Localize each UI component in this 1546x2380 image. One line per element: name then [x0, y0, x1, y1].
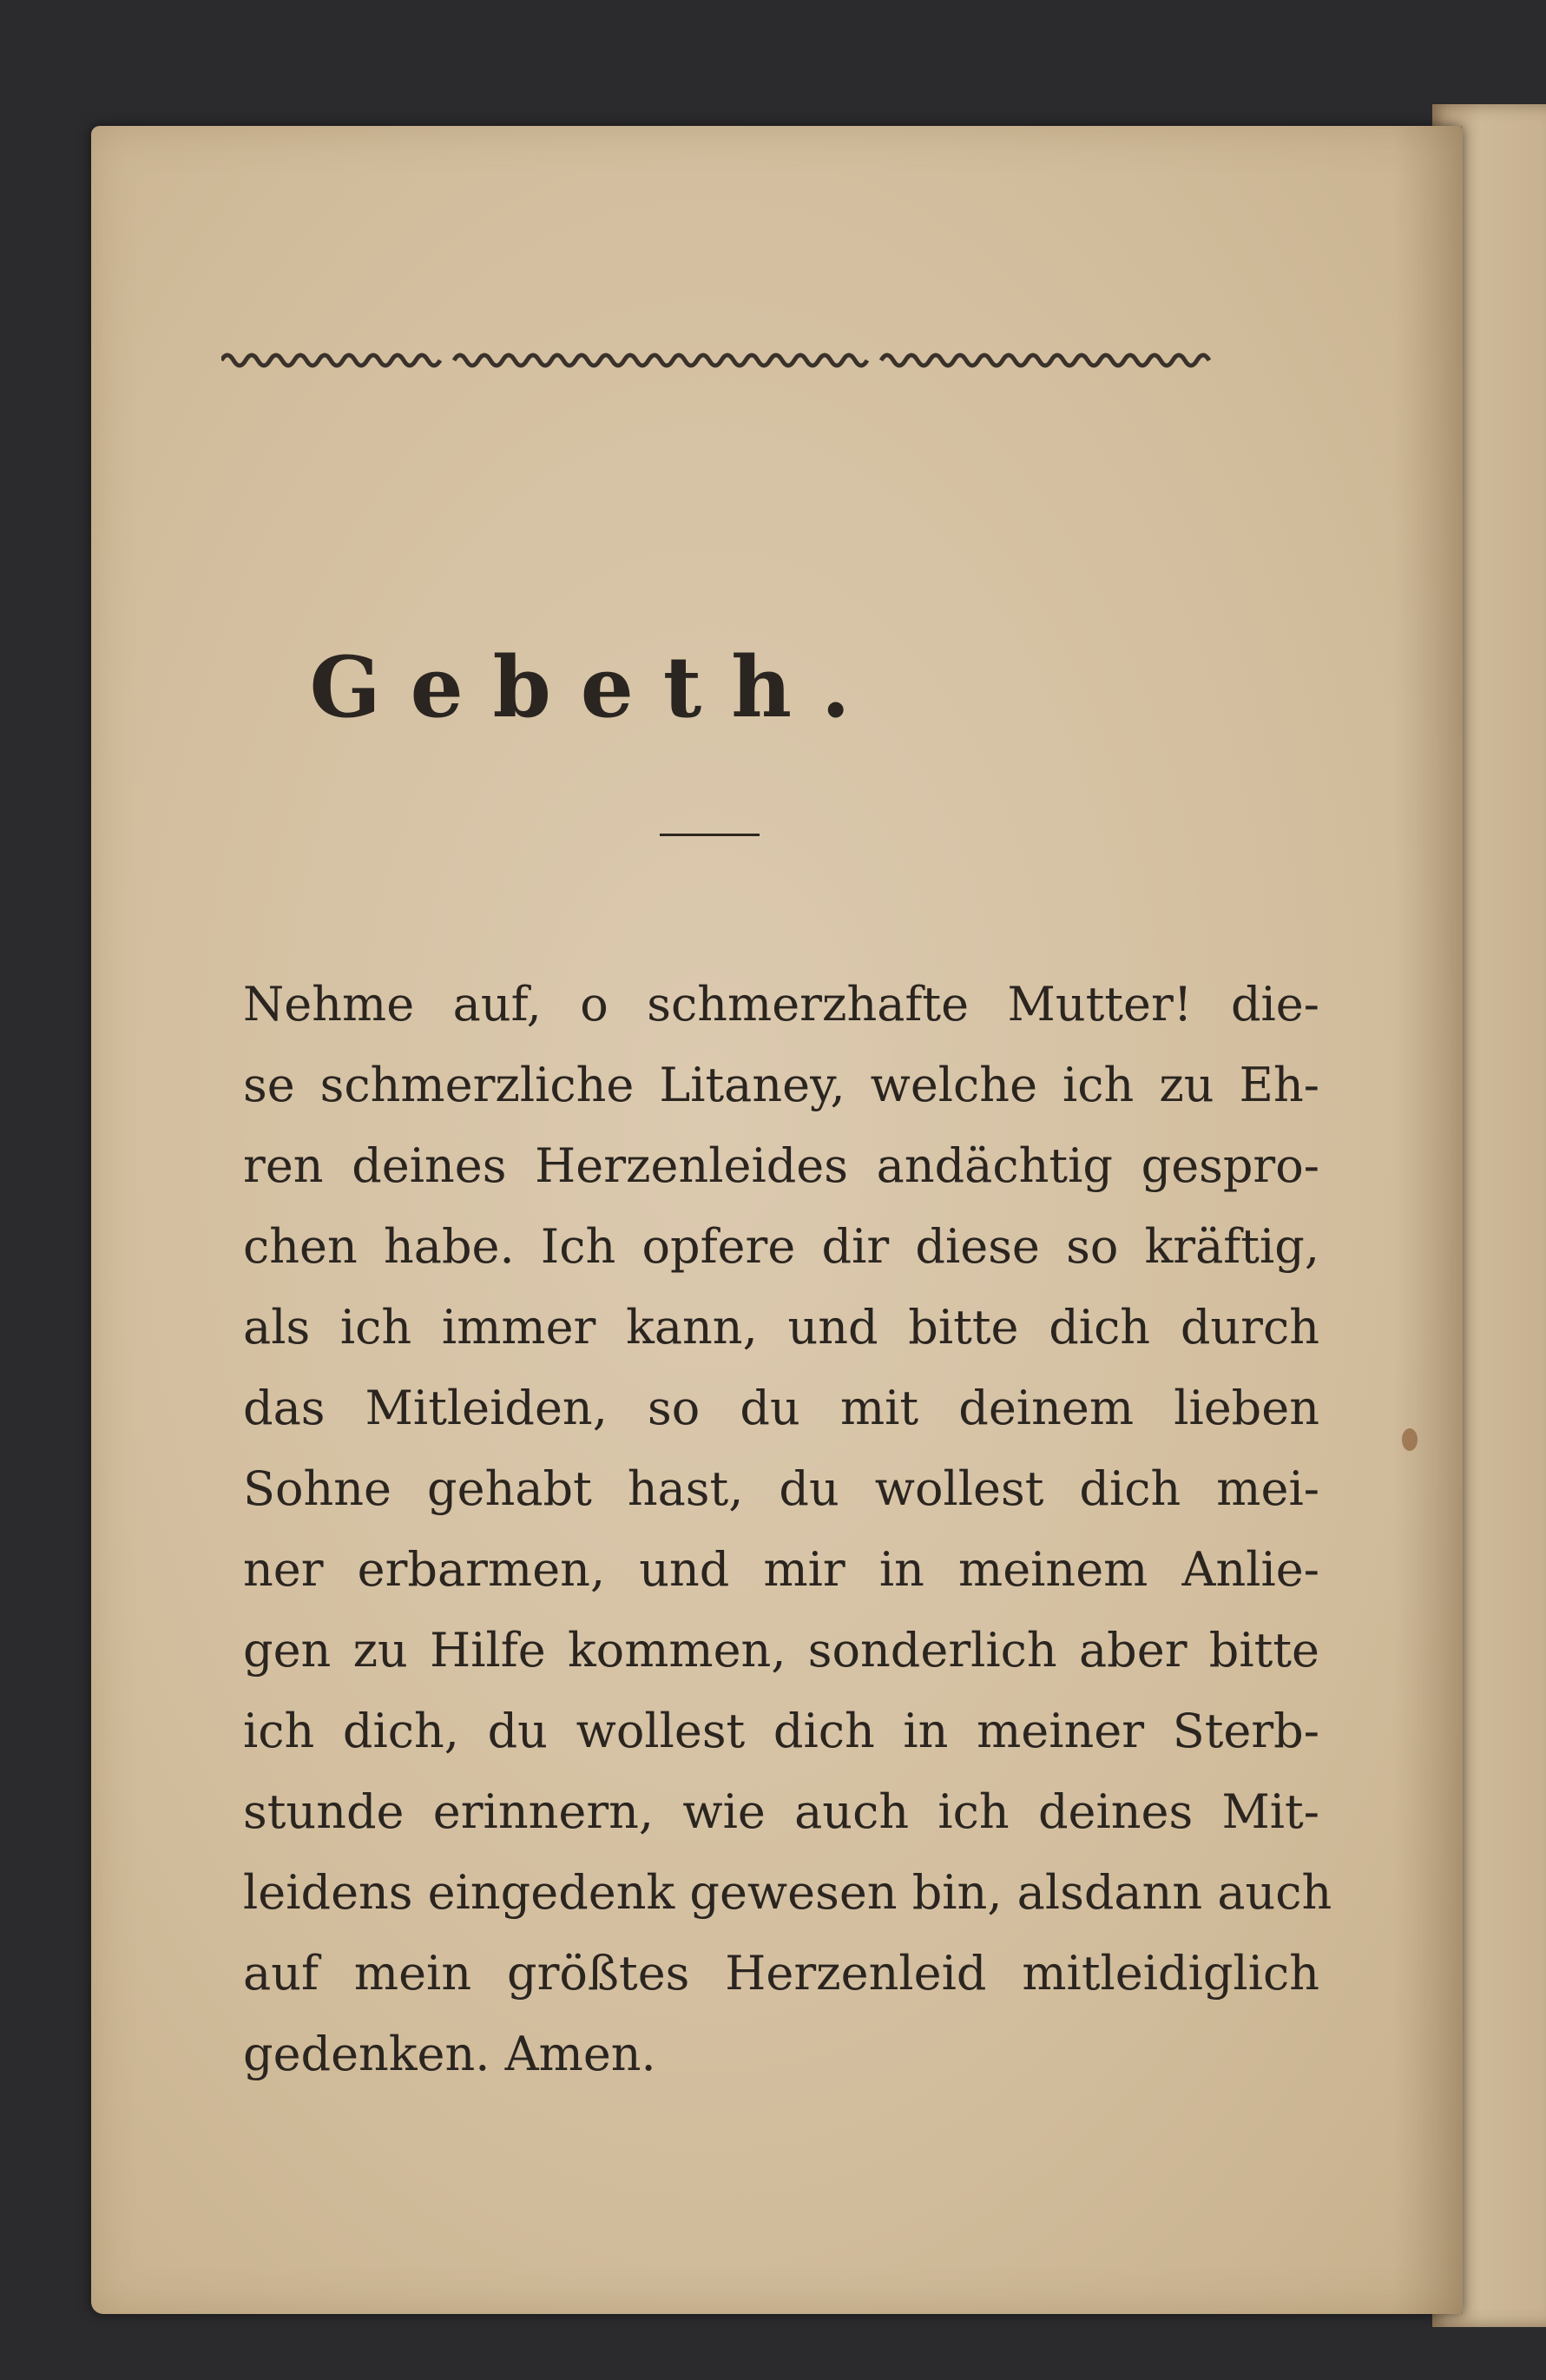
text-line: leidens eingedenk gewesen bin, alsdann auch — [243, 1865, 1332, 1920]
text-line: als ich immer kann, und bitte dich durch — [243, 1300, 1319, 1355]
text-line: ich dich, du wollest dich in meiner Sterb- — [243, 1704, 1319, 1758]
prayer-text — [243, 964, 1332, 2094]
text-line: auf mein größtes Herzenleid mitleidiglich — [243, 1946, 1319, 2001]
text-line: Sohne gehabt hast, du wollest dich mei- — [243, 1461, 1319, 1516]
text-line: gen zu Hilfe kommen, sonderlich aber bitte — [243, 1623, 1319, 1678]
page-title: Gebeth. — [309, 638, 880, 736]
ornament-border — [221, 347, 1211, 373]
text-line: ren deines Herzenleides andächtig gespro- — [243, 1138, 1319, 1193]
book-page — [91, 126, 1463, 2314]
text-line: se schmerzliche Litaney, welche ich zu Eh- — [243, 1058, 1319, 1112]
text-line: stunde erinnern, wie auch ich deines Mit- — [243, 1784, 1319, 1839]
paper-stain — [1402, 1428, 1418, 1451]
text-line: das Mitleiden, so du mit deinem lieben — [243, 1381, 1319, 1435]
gutter-shadow — [1393, 126, 1463, 2314]
title-divider — [660, 834, 760, 836]
text-line: chen habe. Ich opfere dir diese so kräftig, — [243, 1219, 1319, 1274]
text-line: Nehme auf, o schmerzhafte Mutter! die- — [243, 977, 1319, 1032]
text-line: ner erbarmen, und mir in meinem Anlie- — [243, 1542, 1319, 1597]
text-line: gedenken. Amen. — [243, 2027, 656, 2081]
